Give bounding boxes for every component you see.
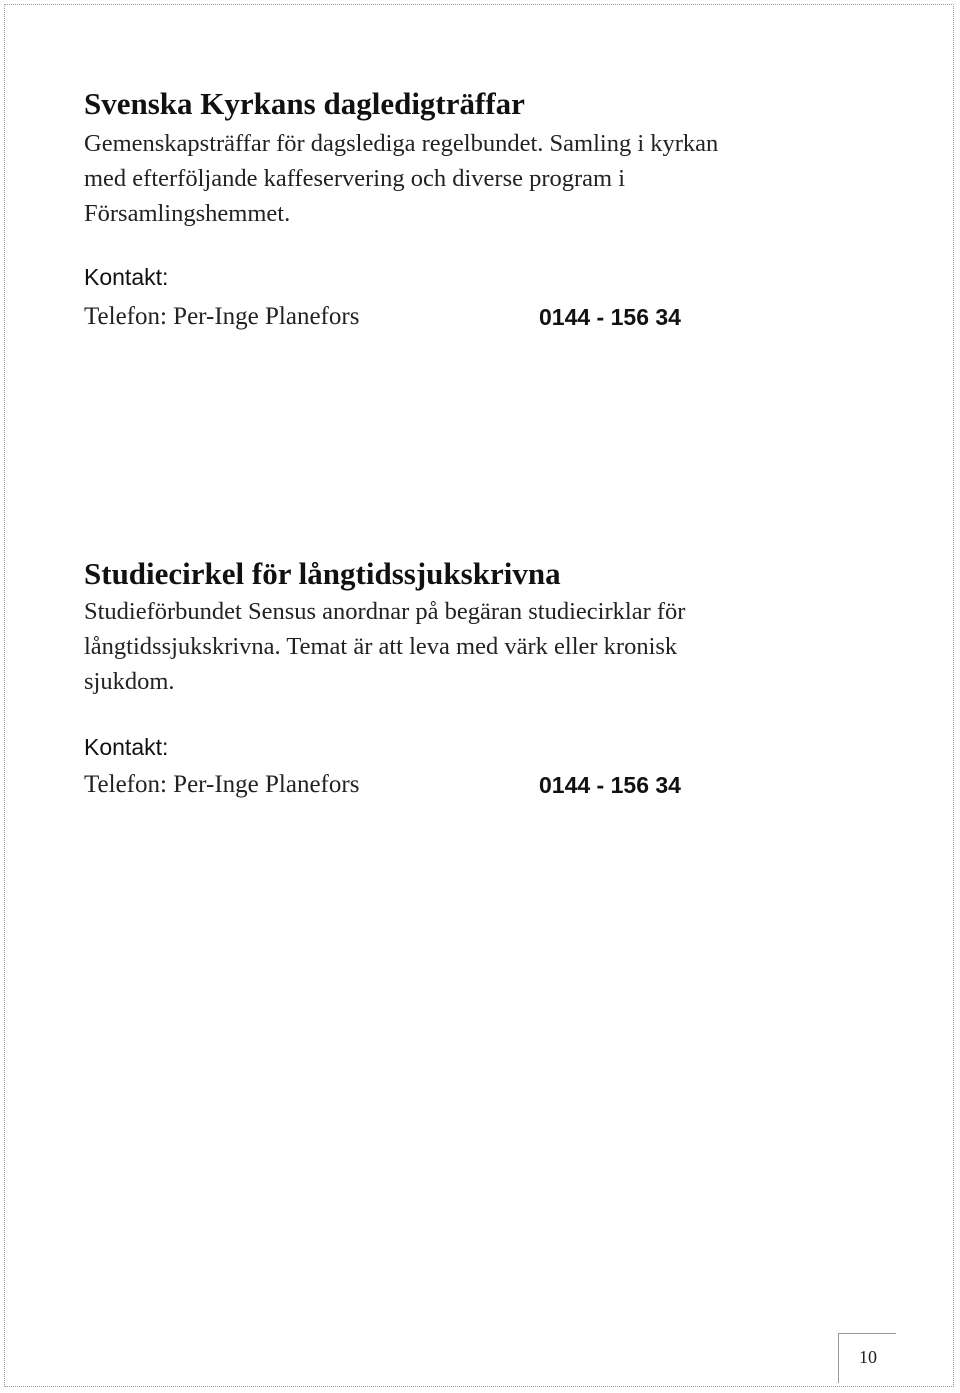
contact-phone: 0144 - 156 34	[539, 304, 681, 330]
page-number: 10	[859, 1347, 877, 1367]
contact-phone: 0144 - 156 34	[539, 772, 681, 798]
section-body-line: Studieförbundet Sensus anordnar på begäran studiecirklar för	[84, 598, 686, 625]
section-dagledigtraffar	[84, 86, 904, 335]
contact-row	[84, 299, 904, 335]
contact-name: Telefon: Per-Inge Planefors	[84, 303, 360, 330]
contact-row	[84, 767, 904, 803]
section-body-line: sjukdom.	[84, 668, 175, 695]
section-heading: Studiecirkel för långtidssjukskrivna	[84, 556, 561, 591]
section-body-line: Församlingshemmet.	[84, 200, 291, 227]
section-body-line: Gemenskapsträffar för dagslediga regelbundet. Samling i kyrkan	[84, 130, 719, 157]
section-studiecirkel	[84, 556, 904, 803]
contact-label: Kontakt:	[84, 734, 169, 760]
section-body-line: med efterföljande kaffeservering och diverse program i	[84, 165, 626, 192]
contact-label: Kontakt:	[84, 264, 169, 290]
section-heading: Svenska Kyrkans dagledigträffar	[84, 86, 525, 121]
contact-name: Telefon: Per-Inge Planefors	[84, 771, 360, 798]
page-number-box	[838, 1333, 896, 1383]
section-body-line: långtidssjukskrivna. Temat är att leva med värk eller kronisk	[84, 633, 678, 660]
